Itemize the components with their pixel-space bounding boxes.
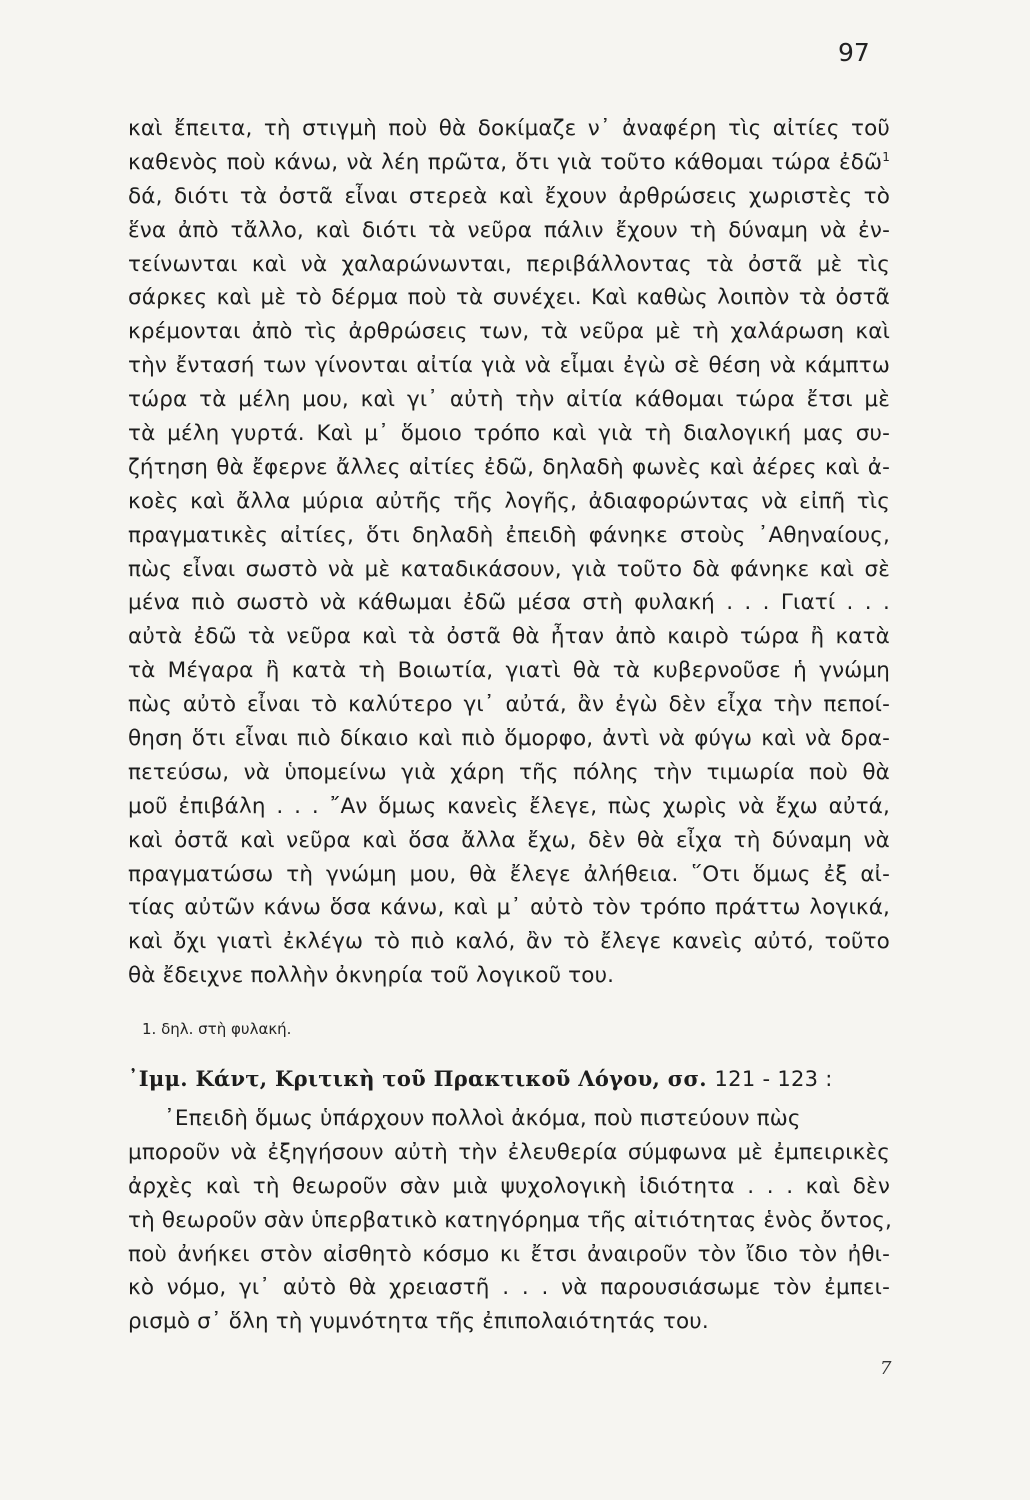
text-line: θηση ὅτι εἶναι πιὸ δίκαιο καὶ πιὸ ὅμορφο, ἀντὶ νὰ φύγω καὶ νὰ δρα- (128, 726, 890, 752)
footnote-marker: 1 (882, 149, 890, 164)
text-line: καὶ ὀστᾶ καὶ νεῦρα καὶ ὅσα ἄλλα ἔχω, δὲν θὰ εἶχα τὴ δύναμη νὰ (128, 827, 890, 853)
text-line: μένα πιὸ σωστὸ νὰ κάθωμαι ἐδῶ μέσα στὴ φυλακή . . . Γιατί . . . (128, 590, 890, 616)
text-line: τὰ μέλη γυρτά. Καὶ μ᾽ ὅμοιο τρόπο καὶ γιὰ τὴ διαλογική μας συ- (128, 421, 890, 447)
citation-pages: 121 - 123 : (714, 1067, 833, 1091)
citation-title: ᾽Ιμμ. Κάντ, Κριτικὴ τοῦ Πρακτικοῦ Λόγου, σσ. (128, 1066, 707, 1091)
text-line: πραγματικὲς αἰτίες, ὅτι δηλαδὴ ἐπειδὴ φάνηκε στοὺς ᾽Αθηναίους, (128, 522, 890, 548)
quote-line-last: ρισμὸ σ᾽ ὅλη τὴ γυμνότητα τῆς ἐπιπολαιότητάς του. (128, 1309, 709, 1335)
text-line: καὶ ὄχι γιατὶ ἐκλέγω τὸ πιὸ καλό, ἂν τὸ ἔλεγε κανεὶς αὐτό, τοῦτο (128, 929, 890, 955)
quote-line: μποροῦν νὰ ἐξηγήσουν αὐτὴ τὴν ἐλευθερία σύμφωνα μὲ ἐμπειρικὲς (128, 1139, 890, 1165)
text-line: δά, διότι τὰ ὀστᾶ εἶναι στερεὰ καὶ ἔχουν ἀρθρώσεις χωριστὲς τὸ (128, 183, 890, 209)
signature-mark: 7 (880, 1358, 892, 1379)
footnote: 1. δηλ. στὴ φυλακή. (142, 1020, 292, 1038)
text-line-last: θὰ ἔδειχνε πολλὴν ὀκνηρία τοῦ λογικοῦ του. (128, 963, 615, 989)
quote-line: κὸ νόμο, γι᾽ αὐτὸ θὰ χρειαστῆ . . . νὰ παρουσιάσωμε τὸν ἐμπει- (128, 1275, 890, 1301)
quote-text (128, 1102, 890, 1339)
text-line: τὴν ἔντασή των γίνονται αἰτία γιὰ νὰ εἶμαι ἐγὼ σὲ θέση νὰ κάμπτω (128, 353, 890, 379)
text-line: κρέμονται ἀπὸ τὶς ἀρθρώσεις των, τὰ νεῦρα μὲ τὴ χαλάρωση καὶ (128, 319, 890, 345)
text-line: κοὲς καὶ ἄλλα μύρια αὐτῆς τῆς λογῆς, ἀδιαφορώντας νὰ εἰπῆ τὶς (128, 488, 890, 514)
text-line: αὐτὰ ἐδῶ τὰ νεῦρα καὶ τὰ ὀστᾶ θὰ ἦταν ἀπὸ καιρὸ τώρα ἢ κατὰ (128, 624, 890, 650)
main-text (128, 112, 890, 993)
text-line-content: καθενὸς ποὺ κάνω, νὰ λέη πρῶτα, ὅτι γιὰ τοῦτο κάθομαι τώρα ἐδῶ (128, 149, 883, 175)
text-line: μοῦ ἐπιβάλη . . . ῎Αν ὅμως κανεὶς ἔλεγε, πὼς χωρὶς νὰ ἔχω αὐτά, (128, 793, 890, 819)
text-line: τώρα τὰ μέλη μου, καὶ γι᾽ αὐτὴ τὴν αἰτία κάθομαι τώρα ἔτσι μὲ (128, 387, 890, 413)
quote-line: τὴ θεωροῦν σὰν ὑπερβατικὸ κατηγόρημα τῆς αἰτιότητας ἑνὸς ὄντος, (128, 1207, 892, 1233)
citation-heading (128, 1066, 890, 1091)
text-line: πὼς αὐτὸ εἶναι τὸ καλύτερο γι᾽ αὐτά, ἂν ἐγὼ δὲν εἶχα τὴν πεποί- (128, 692, 890, 718)
text-line: τὰ Μέγαρα ἢ κατὰ τὴ Βοιωτία, γιατὶ θὰ τὰ κυβερνοῦσε ἡ γνώμη (128, 658, 890, 684)
text-line (128, 146, 890, 180)
text-line: τίας αὐτῶν κάνω ὅσα κάνω, καὶ μ᾽ αὐτὸ τὸν τρόπο πράττω λογικά, (128, 895, 890, 921)
text-line: πραγματώσω τὴ γνώμη μου, θὰ ἔλεγε ἀλήθεια. ῞Οτι ὅμως ἐξ αἰ- (128, 861, 890, 887)
text-line: καὶ ἔπειτα, τὴ στιγμὴ ποὺ θὰ δοκίμαζε ν᾽ ἀναφέρη τὶς αἰτίες τοῦ (128, 116, 890, 141)
page-number: 97 (838, 38, 870, 67)
text-line: πετεύσω, νὰ ὑπομείνω γιὰ χάρη τῆς πόλης τὴν τιμωρία ποὺ θὰ (128, 759, 890, 785)
text-line: ἕνα ἀπὸ τἄλλο, καὶ διότι τὰ νεῦρα πάλιν ἔχουν τὴ δύναμη νὰ ἐν- (128, 217, 890, 243)
quote-line: ποὺ ἀνήκει στὸν αἰσθητὸ κόσμο κι ἔτσι ἀναιροῦν τὸν ἴδιο τὸν ἠθι- (128, 1241, 890, 1267)
quote-line: ᾽Επειδὴ ὅμως ὑπάρχουν πολλοὶ ἀκόμα, ποὺ πιστεύουν πὼς (164, 1106, 801, 1131)
quote-line: ἀρχὲς καὶ τὴ θεωροῦν σὰν μιὰ ψυχολογικὴ ἰδιότητα . . . καὶ δὲν (128, 1173, 890, 1199)
text-line: τείνωνται καὶ νὰ χαλαρώνωνται, περιβάλλοντας τὰ ὀστᾶ μὲ τὶς (128, 251, 890, 277)
text-line: σάρκες καὶ μὲ τὸ δέρμα ποὺ τὰ συνέχει. Καὶ καθὼς λοιπὸν τὰ ὀστᾶ (128, 285, 890, 311)
text-line: πὼς εἶναι σωστὸ νὰ μὲ καταδικάσουν, γιὰ τοῦτο δὰ φάνηκε καὶ σὲ (128, 556, 890, 582)
text-line: ζήτηση θὰ ἔφερνε ἄλλες αἰτίες ἐδῶ, δηλαδὴ φωνὲς καὶ ἀέρες καὶ ἀ- (128, 454, 890, 480)
